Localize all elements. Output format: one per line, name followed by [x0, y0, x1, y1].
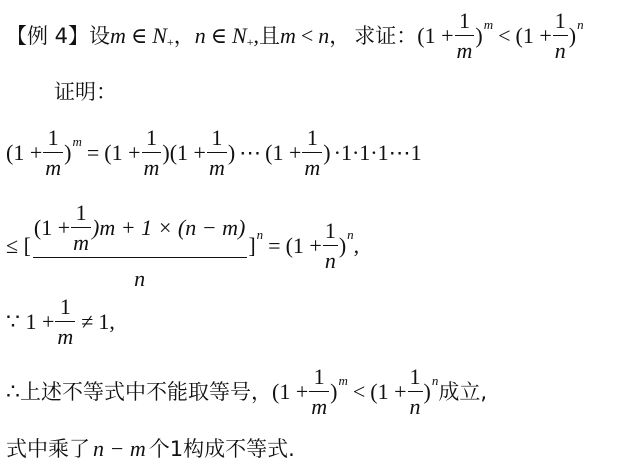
denominator: m — [71, 227, 91, 254]
proof-line-1 — [6, 127, 422, 179]
numerator: 1 — [313, 364, 325, 389]
close-bracket: ] — [248, 233, 256, 258]
ellipsis: ⋯ — [239, 140, 262, 165]
set-n-plus: N — [152, 23, 167, 48]
symbol-ne: ≠ — [81, 309, 94, 334]
comma: , — [253, 23, 259, 48]
example-statement — [6, 10, 584, 62]
expr-close: ) — [338, 233, 347, 258]
comma: , — [109, 309, 115, 334]
comma: ， — [329, 23, 351, 48]
factor-close: ) — [227, 140, 236, 165]
numerator: 1 — [75, 200, 87, 225]
num-tail: )m + 1 × (n − m) — [92, 215, 246, 240]
denominator: m — [309, 391, 329, 418]
le-bracket: ≤ [ — [6, 233, 31, 258]
factor-open: (1 + — [265, 140, 302, 165]
fraction-1-over-n — [408, 366, 423, 418]
fraction-1-over-m — [309, 366, 329, 418]
expr-open: (1 + — [6, 140, 43, 165]
symbol-in: ∈ — [210, 23, 227, 48]
denominator: m — [302, 152, 322, 179]
var-m: m — [110, 23, 126, 48]
fraction-1-over-n — [323, 220, 338, 272]
numerator: 1 — [409, 364, 421, 389]
example-label: 【例 4】 — [6, 23, 90, 48]
expr-open: (1 + — [515, 23, 552, 48]
proof-line-5 — [6, 438, 295, 460]
exponent-n: n — [347, 226, 354, 242]
symbol-lt: < — [300, 23, 314, 48]
factor-open: (1 + — [104, 140, 141, 165]
expr-open: (1 + — [370, 379, 407, 404]
exponent-m: m — [338, 372, 348, 388]
numerator: 1 — [211, 125, 223, 150]
expr-close: ) — [475, 23, 483, 48]
expr-open: (1 + — [285, 233, 322, 258]
exponent-m: m — [483, 16, 494, 32]
line5-prefix: 式中乘了 — [6, 436, 90, 461]
denominator: m — [55, 321, 75, 348]
symbol-in: ∈ — [130, 23, 148, 48]
n-minus-m: n − m — [93, 436, 146, 461]
one: 1 — [98, 309, 110, 334]
numerator: 1 — [554, 8, 566, 33]
symbol-lt: < — [498, 23, 511, 48]
set-n-plus: N — [232, 23, 247, 48]
var-n: n — [318, 23, 330, 48]
exponent-n: n — [256, 226, 264, 242]
symbol-eq: = — [268, 233, 281, 258]
fraction-1-over-m — [207, 127, 227, 179]
factor-close: ) — [162, 140, 170, 165]
denominator: n — [408, 391, 423, 418]
text-qiuzheng: 求证： — [354, 23, 418, 48]
text-she: 设 — [89, 23, 111, 48]
denominator: n — [323, 245, 338, 272]
proof-line-4 — [6, 366, 487, 418]
denominator: m — [455, 35, 475, 62]
comma: ， — [173, 23, 195, 48]
fraction-1-over-m — [455, 10, 475, 62]
expr-close: ) — [64, 140, 72, 165]
comma: , — [353, 233, 360, 258]
fraction-1-over-m — [55, 296, 75, 348]
subscript-plus: + — [246, 35, 254, 49]
exponent-n: n — [577, 16, 584, 32]
symbol-lt: < — [352, 379, 366, 404]
fraction-1-over-m — [302, 127, 322, 179]
denominator: m — [43, 152, 63, 179]
big-fraction — [32, 202, 247, 290]
line5-suffix: 个1构成不等式. — [148, 436, 295, 461]
symbol-eq: = — [86, 140, 100, 165]
num-open: (1 + — [33, 215, 71, 240]
denominator: n — [553, 35, 568, 62]
numerator: 1 — [458, 8, 470, 33]
subscript-plus: + — [166, 35, 174, 49]
numerator: 1 — [306, 125, 318, 150]
expr-open: (1 + — [417, 23, 454, 48]
factor-open: (1 + — [169, 140, 206, 165]
because-expr: ∵ 1 + — [6, 309, 55, 334]
numerator: 1 — [47, 125, 59, 150]
exponent-m: m — [72, 133, 82, 149]
proof-label: 证明： — [54, 80, 117, 104]
expr-close: ) — [423, 379, 431, 404]
fraction-1-over-n — [553, 10, 568, 62]
fraction-1-over-m — [71, 202, 91, 254]
ones-product: ·1·1·1⋯1 — [333, 140, 422, 165]
proof-line-2 — [6, 202, 359, 290]
expr-open: (1 + — [272, 379, 309, 404]
expr-close: ) — [330, 379, 338, 404]
therefore-text: 上述不等式中不能取等号， — [20, 379, 272, 404]
var-n: n — [194, 23, 206, 48]
numerator: 1 — [59, 294, 71, 319]
big-numerator — [32, 202, 247, 257]
exponent-n: n — [431, 372, 439, 388]
denominator: m — [142, 152, 162, 179]
fraction-1-over-m — [142, 127, 162, 179]
denominator: m — [207, 152, 227, 179]
factor-close: ) — [323, 140, 331, 165]
text-qie: 且 — [258, 23, 280, 48]
chengli-text: 成立, — [438, 379, 488, 404]
var-m: m — [279, 23, 296, 48]
big-denominator: n — [33, 257, 247, 290]
numerator: 1 — [324, 218, 336, 243]
numerator: 1 — [145, 125, 157, 150]
proof-line-3 — [6, 296, 115, 348]
fraction-1-over-m — [43, 127, 63, 179]
proof-label-line — [54, 82, 117, 103]
expr-close: ) — [568, 23, 577, 48]
therefore-symbol: ∴ — [6, 379, 20, 404]
